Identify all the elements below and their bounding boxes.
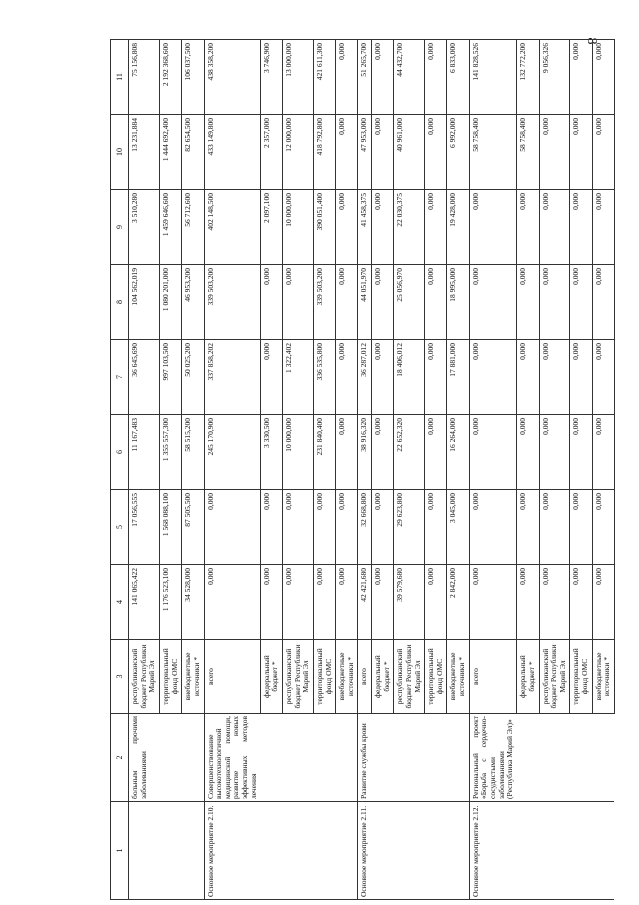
table-row [336,40,358,900]
activity-number-cell [260,802,282,900]
activity-number-cell [313,802,335,900]
amount-cell: 0,000 [517,415,539,490]
amount-cell: 0,000 [336,415,358,490]
amount-cell: 0,000 [425,265,447,340]
funding-source-cell: внебюджетные источники * [447,640,469,714]
table-row [469,40,517,900]
activity-name-cell: Региональный проект «Борьба с сердечно-сосудистыми заболеваниями (Республика Марий Эл)» [469,714,517,802]
activity-number-cell [447,802,469,900]
amount-cell: 22 652,320 [394,415,425,490]
activity-number-cell: Основное мероприятие 2.11. [358,802,372,900]
table-row [182,40,204,900]
funding-source-cell: республиканский бюджет Республики Марий Эл [283,640,314,714]
activity-name-cell [283,714,314,802]
table-row [447,40,469,900]
amount-cell: 0,000 [336,40,358,115]
activity-name-cell [372,714,394,802]
amount-cell: 0,000 [517,190,539,265]
amount-cell: 0,000 [372,115,394,190]
amount-cell: 0,000 [336,340,358,415]
column-header: 6 [111,415,129,490]
activity-number-cell [425,802,447,900]
column-header: 7 [111,340,129,415]
amount-cell: 141 065,422 [129,565,160,640]
table-row [592,40,614,900]
amount-cell: 0,000 [260,565,282,640]
amount-cell: 2 097,100 [260,190,282,265]
amount-cell: 0,000 [336,190,358,265]
amount-cell: 1 444 692,400 [160,115,182,190]
amount-cell: 0,000 [283,490,314,565]
amount-cell: 0,000 [204,565,260,640]
amount-cell: 0,000 [517,490,539,565]
activity-name-cell [539,714,570,802]
activity-name-cell [517,714,539,802]
funding-source-cell: внебюджетные источники * [182,640,204,714]
funding-source-cell: всего [469,640,517,714]
amount-cell: 1 459 646,600 [160,190,182,265]
funding-source-cell: всего [204,640,260,714]
activity-name-cell [336,714,358,802]
activity-number-cell [539,802,570,900]
activity-number-cell [517,802,539,900]
amount-cell: 0,000 [592,190,614,265]
amount-cell: 0,000 [592,340,614,415]
amount-cell: 0,000 [570,565,592,640]
funding-source-cell: внебюджетные источники * [592,640,614,714]
amount-cell: 402 148,500 [204,190,260,265]
amount-cell: 18 406,012 [394,340,425,415]
amount-cell: 9 056,326 [539,40,570,115]
financing-table [110,39,615,900]
activity-name-cell: Развитие службы крови [358,714,372,802]
amount-cell: 433 149,800 [204,115,260,190]
amount-cell: 0,000 [469,190,517,265]
table-row [260,40,282,900]
table-row [425,40,447,900]
funding-source-cell: федеральный бюджет * [372,640,394,714]
amount-cell: 0,000 [539,490,570,565]
amount-cell: 0,000 [283,265,314,340]
table-row [372,40,394,900]
amount-cell: 44 051,970 [358,265,372,340]
amount-cell: 336 535,800 [313,340,335,415]
amount-cell: 29 623,800 [394,490,425,565]
amount-cell: 44 432,700 [394,40,425,115]
amount-cell: 0,000 [469,265,517,340]
amount-cell: 32 668,800 [358,490,372,565]
activity-name-cell [447,714,469,802]
amount-cell: 11 167,483 [129,415,160,490]
amount-cell: 0,000 [336,265,358,340]
amount-cell: 0,000 [425,190,447,265]
amount-cell: 58 758,400 [469,115,517,190]
column-header: 2 [111,714,129,802]
column-header: 5 [111,490,129,565]
amount-cell: 0,000 [372,490,394,565]
amount-cell: 50 025,200 [182,340,204,415]
activity-name-cell [260,714,282,802]
amount-cell: 39 579,680 [394,565,425,640]
amount-cell: 87 505,500 [182,490,204,565]
table-row [283,40,314,900]
amount-cell: 106 037,500 [182,40,204,115]
amount-cell: 0,000 [469,415,517,490]
amount-cell: 6 833,000 [447,40,469,115]
activity-number-cell [182,802,204,900]
activity-name-cell [570,714,592,802]
amount-cell: 16 264,000 [447,415,469,490]
page-number: 8 [584,37,599,45]
amount-cell: 339 503,200 [313,265,335,340]
amount-cell: 0,000 [539,265,570,340]
activity-name-cell [425,714,447,802]
amount-cell: 245 170,900 [204,415,260,490]
table-body [129,40,615,900]
amount-cell: 17 056,555 [129,490,160,565]
rotated-table-container [110,40,612,900]
amount-cell: 3 510,280 [129,190,160,265]
amount-cell: 2 842,000 [447,565,469,640]
funding-source-cell: республиканский бюджет Республики Марий Эл [129,640,160,714]
activity-number-cell [129,802,160,900]
amount-cell: 51 265,700 [358,40,372,115]
amount-cell: 6 992,000 [447,115,469,190]
amount-cell: 1 568 088,100 [160,490,182,565]
amount-cell: 3 746,900 [260,40,282,115]
amount-cell: 337 858,202 [204,340,260,415]
amount-cell: 75 156,808 [129,40,160,115]
amount-cell: 0,000 [260,340,282,415]
amount-cell: 0,000 [313,565,335,640]
amount-cell: 10 000,000 [283,415,314,490]
amount-cell: 0,000 [372,415,394,490]
amount-cell: 38 916,320 [358,415,372,490]
table-row [570,40,592,900]
table-row [313,40,335,900]
amount-cell: 141 828,526 [469,40,517,115]
amount-cell: 0,000 [539,565,570,640]
funding-source-cell: внебюджетные источники * [336,640,358,714]
amount-cell: 0,000 [570,115,592,190]
table-row [358,40,372,900]
activity-number-cell [570,802,592,900]
amount-cell: 0,000 [260,265,282,340]
table-row [129,40,160,900]
funding-source-cell: территориальный фонд ОМС [313,640,335,714]
amount-cell: 0,000 [592,415,614,490]
amount-cell: 0,000 [570,490,592,565]
amount-cell: 132 772,200 [517,40,539,115]
activity-number-cell [372,802,394,900]
amount-cell: 41 458,375 [358,190,372,265]
amount-cell: 0,000 [570,190,592,265]
column-header: 3 [111,640,129,714]
amount-cell: 0,000 [425,490,447,565]
amount-cell: 40 961,000 [394,115,425,190]
amount-cell: 0,000 [425,565,447,640]
amount-cell: 0,000 [336,115,358,190]
activity-number-cell [160,802,182,900]
amount-cell: 47 953,000 [358,115,372,190]
amount-cell: 418 792,800 [313,115,335,190]
column-header: 1 [111,802,129,900]
amount-cell: 1 176 523,100 [160,565,182,640]
amount-cell: 0,000 [372,265,394,340]
amount-cell: 25 056,970 [394,265,425,340]
amount-cell: 12 000,000 [283,115,314,190]
column-header: 8 [111,265,129,340]
activity-name-cell: больным прочими заболеваниями [129,714,160,802]
amount-cell: 0,000 [539,340,570,415]
amount-cell: 36 645,690 [129,340,160,415]
amount-cell: 0,000 [517,265,539,340]
amount-cell: 0,000 [592,40,614,115]
funding-source-cell: территориальный фонд ОМС [570,640,592,714]
funding-source-cell: территориальный фонд ОМС [425,640,447,714]
amount-cell: 0,000 [570,40,592,115]
amount-cell: 1 080 201,000 [160,265,182,340]
amount-cell: 46 953,200 [182,265,204,340]
amount-cell: 2 357,000 [260,115,282,190]
activity-name-cell [160,714,182,802]
column-header: 9 [111,190,129,265]
amount-cell: 390 051,400 [313,190,335,265]
amount-cell: 42 421,680 [358,565,372,640]
amount-cell: 0,000 [539,190,570,265]
activity-name-cell [592,714,614,802]
activity-number-cell [592,802,614,900]
amount-cell: 0,000 [539,115,570,190]
activity-name-cell [394,714,425,802]
amount-cell: 0,000 [425,415,447,490]
amount-cell: 2 192 368,600 [160,40,182,115]
table-row [160,40,182,900]
amount-cell: 0,000 [517,340,539,415]
activity-number-cell [336,802,358,900]
amount-cell: 0,000 [372,40,394,115]
funding-source-cell: республиканский бюджет Республики Марий Эл [394,640,425,714]
amount-cell: 339 503,200 [204,265,260,340]
amount-cell: 0,000 [425,115,447,190]
amount-cell: 58 515,200 [182,415,204,490]
amount-cell: 13 000,000 [283,40,314,115]
funding-source-cell: всего [358,640,372,714]
activity-number-cell [394,802,425,900]
amount-cell: 438 358,200 [204,40,260,115]
amount-cell: 421 611,300 [313,40,335,115]
table-row [204,40,260,900]
amount-cell: 1 355 557,300 [160,415,182,490]
amount-cell: 0,000 [372,190,394,265]
amount-cell: 18 995,000 [447,265,469,340]
funding-source-cell: республиканский бюджет Республики Марий Эл [539,640,570,714]
activity-name-cell: Совершенствование высокотехнологичной медицинской помощи, развитие новых эффективных методов лечения [204,714,260,802]
amount-cell: 36 287,012 [358,340,372,415]
amount-cell: 13 231,884 [129,115,160,190]
amount-cell: 0,000 [425,40,447,115]
amount-cell: 17 881,000 [447,340,469,415]
amount-cell: 0,000 [283,565,314,640]
amount-cell: 82 654,500 [182,115,204,190]
funding-source-cell: территориальный фонд ОМС [160,640,182,714]
amount-cell: 0,000 [372,565,394,640]
activity-number-cell [283,802,314,900]
table-row [539,40,570,900]
amount-cell: 0,000 [425,340,447,415]
amount-cell: 0,000 [570,415,592,490]
activity-name-cell [313,714,335,802]
amount-cell: 0,000 [517,565,539,640]
activity-name-cell [182,714,204,802]
funding-source-cell: федеральный бюджет * [260,640,282,714]
amount-cell: 0,000 [592,265,614,340]
amount-cell: 10 000,000 [283,190,314,265]
amount-cell: 3 045,000 [447,490,469,565]
amount-cell: 0,000 [260,490,282,565]
funding-source-cell: федеральный бюджет * [517,640,539,714]
activity-number-cell: Основное мероприятие 2.12. [469,802,517,900]
amount-cell: 0,000 [469,565,517,640]
amount-cell: 0,000 [539,415,570,490]
amount-cell: 0,000 [336,565,358,640]
amount-cell: 997 103,500 [160,340,182,415]
amount-cell: 0,000 [469,340,517,415]
table-row [394,40,425,900]
column-header: 10 [111,115,129,190]
amount-cell: 1 322,402 [283,340,314,415]
amount-cell: 0,000 [570,265,592,340]
amount-cell: 58 758,400 [517,115,539,190]
amount-cell: 0,000 [469,490,517,565]
column-header: 11 [111,40,129,115]
amount-cell: 19 428,000 [447,190,469,265]
amount-cell: 0,000 [570,340,592,415]
column-header: 4 [111,565,129,640]
amount-cell: 22 030,375 [394,190,425,265]
amount-cell: 0,000 [592,490,614,565]
amount-cell: 104 562,019 [129,265,160,340]
amount-cell: 34 528,000 [182,565,204,640]
amount-cell: 0,000 [313,490,335,565]
amount-cell: 3 330,500 [260,415,282,490]
amount-cell: 0,000 [336,490,358,565]
activity-number-cell: Основное мероприятие 2.10. [204,802,260,900]
table-row [517,40,539,900]
amount-cell: 231 840,400 [313,415,335,490]
amount-cell: 0,000 [372,340,394,415]
amount-cell: 56 712,600 [182,190,204,265]
amount-cell: 0,000 [592,115,614,190]
amount-cell: 0,000 [592,565,614,640]
amount-cell: 0,000 [204,490,260,565]
header-row [111,40,129,900]
